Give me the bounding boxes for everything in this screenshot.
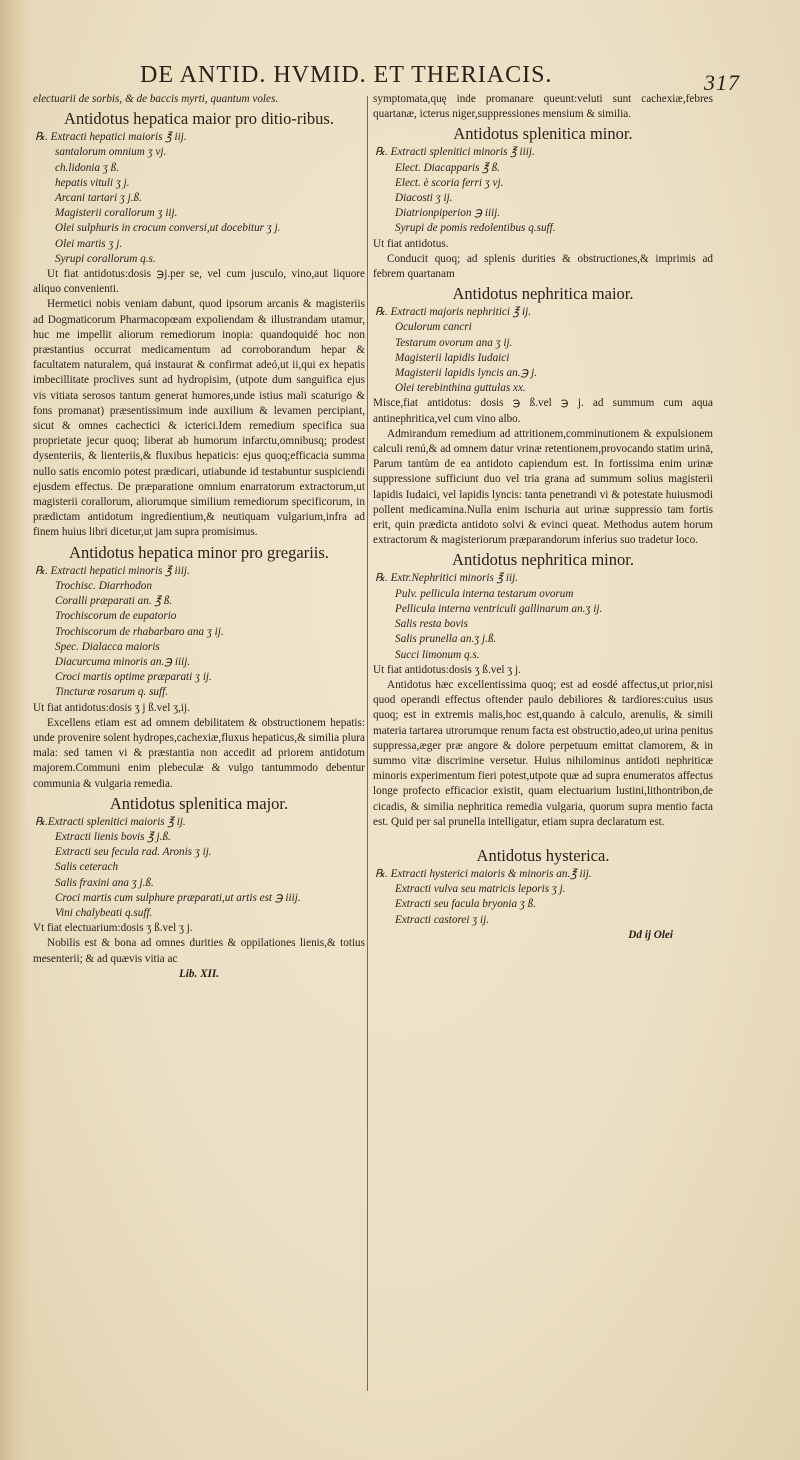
recipe-line: Coralli præparati an. ℥ ß. xyxy=(55,595,173,608)
recipe-line: ℞. Extracti hysterici maioris & minoris an.℥ iij. xyxy=(375,867,592,880)
recipe-line: Arcani tartari ʒ j.ß. xyxy=(55,192,142,205)
paragraph: Antidotus hæc excellentissima quoq; est ad eosdé affectus,ut prior,nisi quod operandi effectus oftender paulo debiliores & tardiores:cuius usus quoq; est in extremis malis,hoc est,quando à calculo, arenulis, & simili materia tartarea utrorumque renum facta est obstructio,adeo,ut urina penitus suppressa,æger præ angore & dolore perpetuum emittat clamorem, & in summo vitæ discrimine versetur. Huius nihilominus antidoti nephriticæ minoris experimentum fieri potest,utpote quæ ad supra enumeratos affectus longe profecto efficacior existit, quam electuarium lustini,lithontribon,de cicadis, & similia nephritica remedia vulgaria, quorum supra mentio facta est. Quid per sal prunella intelligatur, etiam supra declaratum est. xyxy=(373,678,713,828)
right-column xyxy=(373,92,713,943)
recipe-line: ℞. Extracti hepatici maioris ℥ iij. xyxy=(35,131,187,144)
section-title-hepatica-minor: Antidotus hepatica minor pro gregariis. xyxy=(69,542,329,562)
paragraph: Ut fiat antidotus:dosis ʒ j ß.vel ʒ,ij. xyxy=(33,701,190,714)
section-title-splenitica-minor: Antidotus splenitica minor. xyxy=(453,124,633,144)
recipe-line: Salis resta bovis xyxy=(395,618,468,631)
page-number: 317 xyxy=(704,70,740,95)
recipe-line: Tincturæ rosarum q. suff. xyxy=(55,686,169,699)
section-title-splenitica-major: Antidotus splenitica major. xyxy=(109,793,289,813)
recipe-nephritica-minor xyxy=(373,571,713,662)
catchwords: Dd ij Olei xyxy=(628,928,673,941)
recipe-line: Succi limonum q.s. xyxy=(395,648,480,661)
recipe-line: Pulv. pellicula interna testarum ovorum xyxy=(395,587,574,600)
recipe-line: Olei sulphuris in crocum conversi,ut docebitur ʒ j. xyxy=(55,222,281,235)
recipe-line: Syrupi corallorum q.s. xyxy=(55,252,156,265)
paragraph: Nobilis est & bona ad omnes durities & oppilationes lienis,& totius mesenterii; & ad quævis vitia ac xyxy=(33,937,365,965)
recipe-line: Extracti lienis bovis ℥ j.ß. xyxy=(55,830,171,843)
paragraph: Conducit quoq; ad splenis durities & obstructiones,& imprimis ad febrem quartanam xyxy=(373,252,713,281)
recipe-hepatica-minor xyxy=(33,564,365,701)
column-divider xyxy=(367,96,368,1391)
recipe-line: Diacurcuma minoris an.℈ iiij. xyxy=(55,655,191,668)
paragraph: Admirandum remedium ad attritionem,comminutionem & expulsionem calculi renú,& ad omnem datur vrinæ retentionem,provocando statim urinā, Parum tantùm de ea antidoto capiendum est. In fortissima enim urinæ suppressione sufficiunt duo vel tria grana ad summum solius magisterii lapidis Iudaici, vel lapidis lyncis: tanta penetrandi vi & potestate huiusmodi pollent medicamina.Nulla enim ischuria aut urinæ suppressio tam fortis erit, quin prædicta antidoto solvi & evinci queat. Methodus autem horum extractorum & magisteriorum præparandorum inferius suo tradetur loco. xyxy=(373,427,713,547)
recipe-line: Trochiscorum de rhabarbaro ana ʒ ij. xyxy=(55,625,224,638)
recipe-nephritica-maior xyxy=(373,305,713,396)
recipe-line: ℞. Extracti hepatici minoris ℥ iiij. xyxy=(35,564,190,577)
section-title-nephritica-maior: Antidotus nephritica maior. xyxy=(452,284,634,304)
recipe-line: Spec. Dialacca maioris xyxy=(55,640,160,653)
recipe-line: Magisterii lapidis Iudaici xyxy=(395,351,510,364)
recipe-line: ℞. Extracti splenitici minoris ℥ iiij. xyxy=(375,146,535,159)
recipe-hepatica-maior xyxy=(33,130,365,267)
recipe-splenitica-major xyxy=(33,815,365,921)
recipe-line: Oculorum cancri xyxy=(395,321,472,334)
recipe-line: hepatis vituli ʒ j. xyxy=(55,176,130,189)
recipe-line: ch.lidonia ʒ ß. xyxy=(55,161,120,174)
recipe-line: Olei terebinthina guttulas xx. xyxy=(395,382,526,395)
paragraph: Ut fiat antidotus:dosis ℈j.per se, vel cum jusculo, vino,aut liquore aliquo convenienti. xyxy=(33,268,365,296)
paragraph: symptomata,quę inde promanare queunt:veluti sunt cachexiæ,febres quartanæ, icterus niger,suppressiones mensium & similia. xyxy=(373,93,713,121)
recipe-line: Vini chalybeati q.suff. xyxy=(55,906,153,919)
paragraph: Misce,fiat antidotus: dosis ℈ ß.vel ℈ j. ad summum cum aqua antinephritica,vel cum vino albo. xyxy=(373,397,713,425)
recipe-line: santalorum omnium ʒ vj. xyxy=(55,146,167,159)
recipe-line: Trochisc. Diarrhodon xyxy=(55,579,152,592)
recipe-line: Elect. Diacapparis ℥ ß. xyxy=(395,161,500,174)
recipe-line: Croci martis optime præparati ʒ ij. xyxy=(55,671,212,684)
recipe-line: Salis ceterach xyxy=(55,861,119,874)
section-title-nephritica-minor: Antidotus nephritica minor. xyxy=(452,550,634,570)
recipe-line: Trochiscorum de eupatorio xyxy=(55,610,177,623)
recipe-splenitica-minor xyxy=(373,145,713,236)
section-title-hysterica: Antidotus hysterica. xyxy=(476,845,610,865)
recipe-line: Extracti castorei ʒ ij. xyxy=(395,913,490,926)
paragraph: Hermetici nobis veniam dabunt, quod ipsorum arcanis & magisteriis ad Dogmaticorum Pharmacopœam expoliendam & illustrandam utamur, huc me impellit aliorum remediorum inopia: quandoquidé hoc non præstantius occurrat medicamentum ad corroborandum hepar & facultatem naturalem, quá instaurat & confirmat adeó,ut ii,qui ex hepatis imbecillitate proclives sunt ad hydropisim, (utpote dum sanguifica ejus vis vitiata serosos tantum generat humores,unde istius mali scaturigo & fons promanat) præsentissimum inde auxilium & levamen percipiant, sicut & omnes cachectici & icterici.Idem remedium specifica sua proprietate jecur quoq; liberat ab humorum infarctu,omnibusq; prodest dysenteriis, & lienteriis,& fluxibus hepaticis: ejus quoq;efficacia summa nullo satis encomio potest prædicari, utiabunde id testabuntur suspiciendi ejusdem effectus. De præparatione omnium enarratorum extractorum,ut magisterii corallorum, aliorumque similium remediorum specificorum, in prædictam antidotum ingredientium,& neutiquam vulgarium,infra ad finem huius libri dicetur,ut jam supra promisimus. xyxy=(33,298,365,539)
recipe-line: ℞. Extracti majoris nephritici ℥ ij. xyxy=(375,306,532,319)
recipe-line: ℞.Extracti splenitici maioris ℥ ij. xyxy=(35,815,186,828)
recipe-line: Croci martis cum sulphure præparati,ut artis est ℈ iiij. xyxy=(55,891,301,904)
recipe-line: Testarum ovorum ana ʒ ij. xyxy=(395,336,513,349)
recipe-line: ℞. Extr.Nephritici minoris ℥ iij. xyxy=(375,572,518,585)
paragraph: Excellens etiam est ad omnem debilitatem & obstructionem hepatis: unde provenire solent hydropes,cachexiæ,fluxus hepaticus,& similia plura mala: sed tamen vi & præstantia non accedit ad priorem antidotum majorem.Communi enim plebeculæ & vulgo tantummodo debentur communia & vulgaria remedia. xyxy=(33,716,365,790)
recipe-line: Diacosti ʒ ij. xyxy=(395,192,453,205)
paragraph: Vt fiat electuarium:dosis ʒ ß.vel ʒ j. xyxy=(33,922,193,935)
recipe-line: Extracti vulva seu matricis leporis ʒ j. xyxy=(395,883,566,896)
recipe-line: Extracti seu fecula rad. Aronis ʒ ij. xyxy=(55,846,212,859)
paragraph: Ut fiat antidotus:dosis ʒ ß.vel ʒ j. xyxy=(373,663,521,676)
recipe-line: Extracti seu facula bryonia ʒ ß. xyxy=(395,898,537,911)
recipe-line: Salis prunella an.ʒ j.ß. xyxy=(395,633,497,646)
section-title-hepatica-maior: Antidotus hepatica maior pro ditio-ribus. xyxy=(64,109,334,129)
left-column xyxy=(33,92,365,982)
running-header xyxy=(140,62,740,96)
recipe-line: Olei martis ʒ j. xyxy=(55,237,123,250)
paragraph: Ut fiat antidotus. xyxy=(373,237,449,250)
recipe-line: Syrupi de pomis redolentibus q.suff. xyxy=(395,222,556,235)
recipe-line: Magisterii lapidis lyncis an.℈ j. xyxy=(395,367,538,380)
signature-mark: Lib. XII. xyxy=(178,967,220,980)
recipe-line: Salis fraxini ana ʒ j.ß. xyxy=(55,876,154,889)
recipe-line: Diatrionpiperion ℈ iiij. xyxy=(395,207,501,220)
recipe-line: Magisterii corallorum ʒ iij. xyxy=(55,207,178,220)
running-title: DE ANTID. HVMID. ET THERIACIS. xyxy=(140,62,553,88)
opening-line: electuarii de sorbis, & de baccis myrti, quantum voles. xyxy=(33,93,279,105)
binding-gutter xyxy=(0,0,28,1460)
recipe-line: Pellicula interna ventriculi gallinarum an.ʒ ij. xyxy=(395,602,603,615)
recipe-line: Elect. è scoria ferri ʒ vj. xyxy=(395,176,504,189)
recipe-hysterica xyxy=(373,867,713,928)
